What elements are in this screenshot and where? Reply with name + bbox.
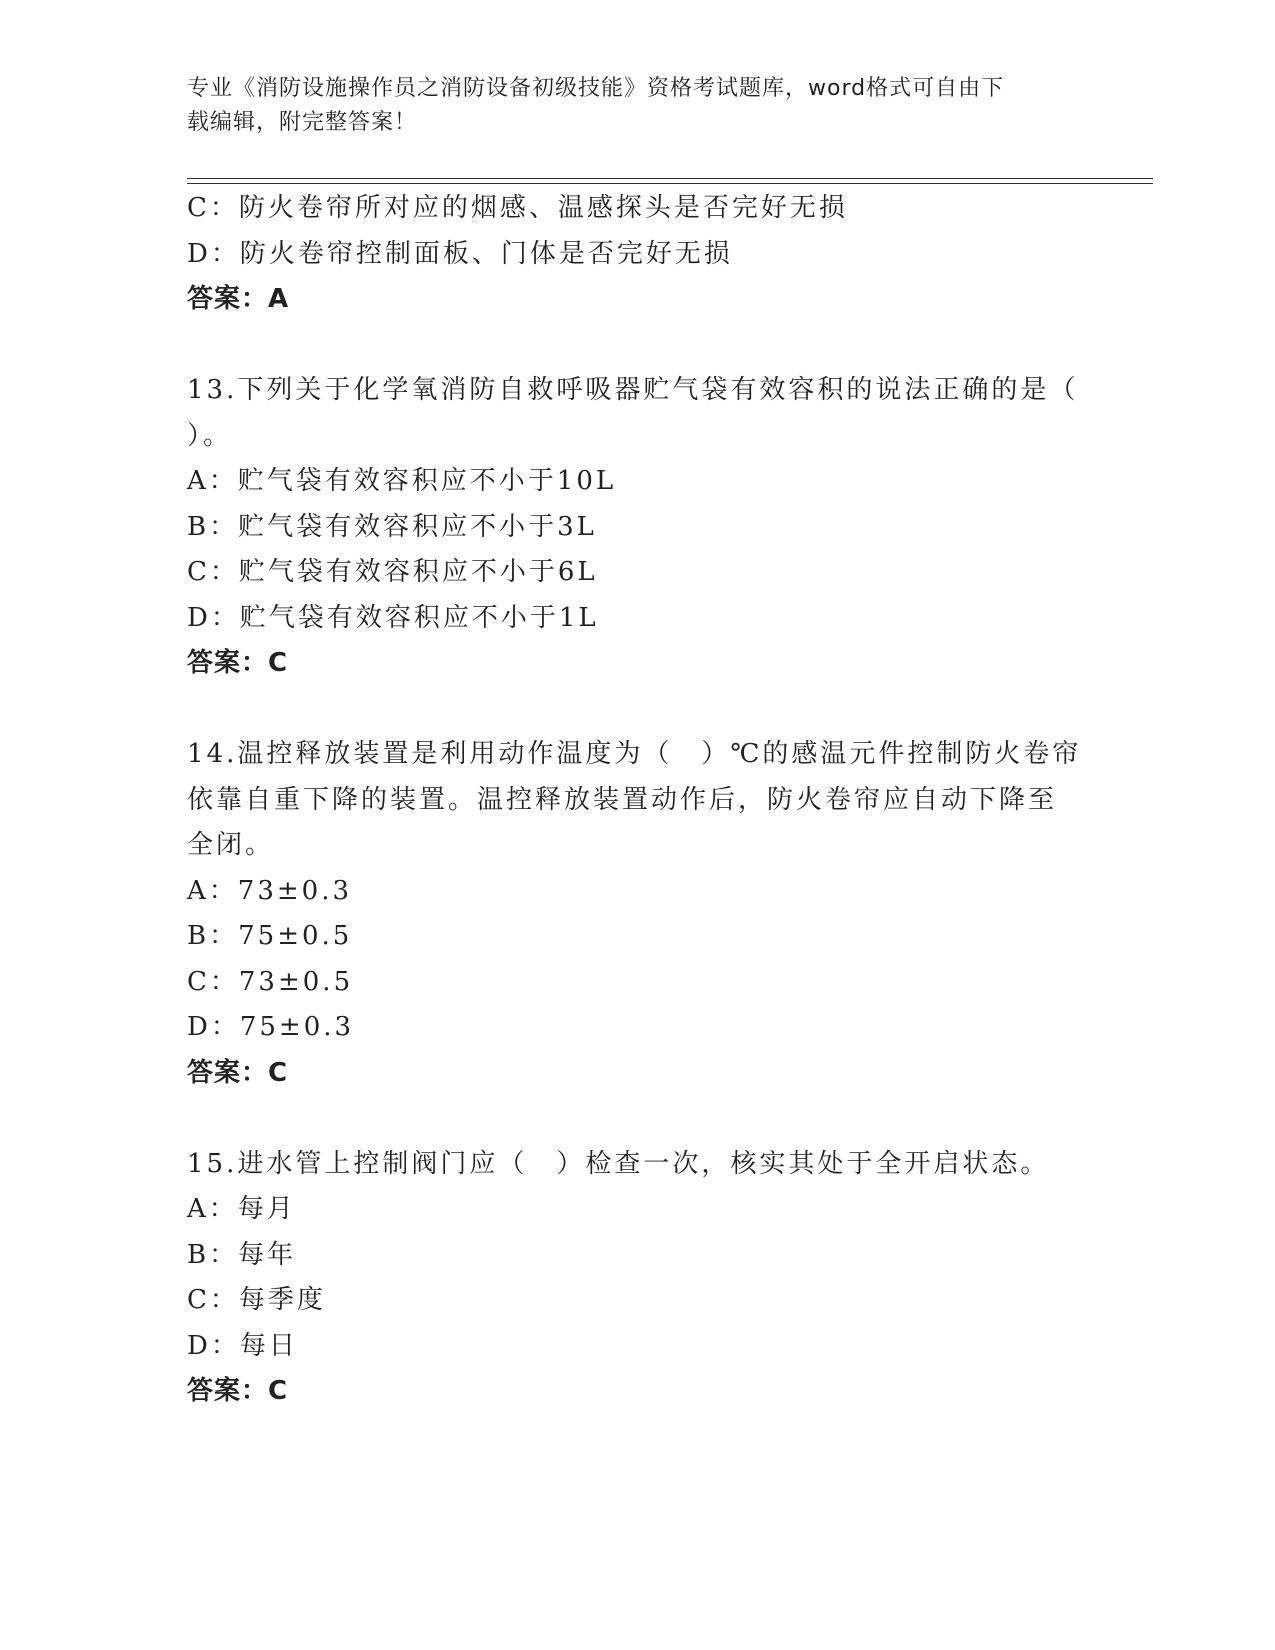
option-c: C：每季度	[187, 1285, 326, 1315]
question-stem-line: 13.下列关于化学氧消防自救呼吸器贮气袋有效容积的说法正确的是（	[187, 375, 1079, 405]
option-a: A：贮气袋有效容积应不小于10L	[187, 466, 617, 496]
spacer	[187, 687, 1087, 733]
question-stem-line: 15.进水管上控制阀门应（ ）检查一次，核实其处于全开启状态。	[187, 1148, 1050, 1179]
option-b: B：75±0.5	[187, 921, 353, 951]
option-c: C：贮气袋有效容积应不小于6L	[187, 557, 598, 587]
question-content	[187, 186, 1087, 1415]
header-divider-bottom	[187, 183, 1153, 184]
document-header	[187, 72, 1067, 140]
answer-line: 答案：A	[187, 284, 290, 314]
question-14	[187, 732, 1087, 1096]
header-line-2: 载编辑，附完整答案！	[187, 110, 418, 135]
header-line-1: 专业《消防设施操作员之消防设备初级技能》资格考试题库，word格式可自由下	[187, 76, 1005, 101]
question-stem-line: ）。	[187, 420, 233, 451]
option-d: D：贮气袋有效容积应不小于1L	[187, 602, 599, 633]
answer-line: 答案：C	[187, 648, 289, 678]
question-stem-line: 14.温控释放装置是利用动作温度为（ ）℃的感温元件控制防火卷帘	[187, 739, 1082, 769]
spacer	[187, 323, 1087, 369]
question-stem-line: 全闭。	[187, 830, 275, 860]
spacer	[187, 1096, 1087, 1142]
question-15	[187, 1142, 1087, 1415]
option-d: D：防火卷帘控制面板、门体是否完好无损	[187, 238, 733, 269]
option-d: D：75±0.3	[187, 1012, 355, 1042]
option-b: B：贮气袋有效容积应不小于3L	[187, 511, 597, 542]
option-c: C：73±0.5	[187, 966, 354, 997]
question-stem-line: 依靠自重下降的装置。温控释放装置动作后，防火卷帘应自动下降至	[187, 784, 1058, 815]
option-a: A：73±0.3	[187, 875, 352, 906]
question-13	[187, 368, 1087, 687]
answer-line: 答案：C	[187, 1057, 289, 1088]
option-a: A：每月	[187, 1194, 296, 1224]
header-divider-top	[187, 178, 1153, 179]
option-b: B：每年	[187, 1239, 297, 1270]
question-12-continued	[187, 186, 1087, 323]
answer-line: 答案：C	[187, 1376, 289, 1406]
option-c: C：防火卷帘所对应的烟感、温感探头是否完好无损	[187, 193, 848, 223]
option-d: D：每日	[187, 1330, 298, 1361]
